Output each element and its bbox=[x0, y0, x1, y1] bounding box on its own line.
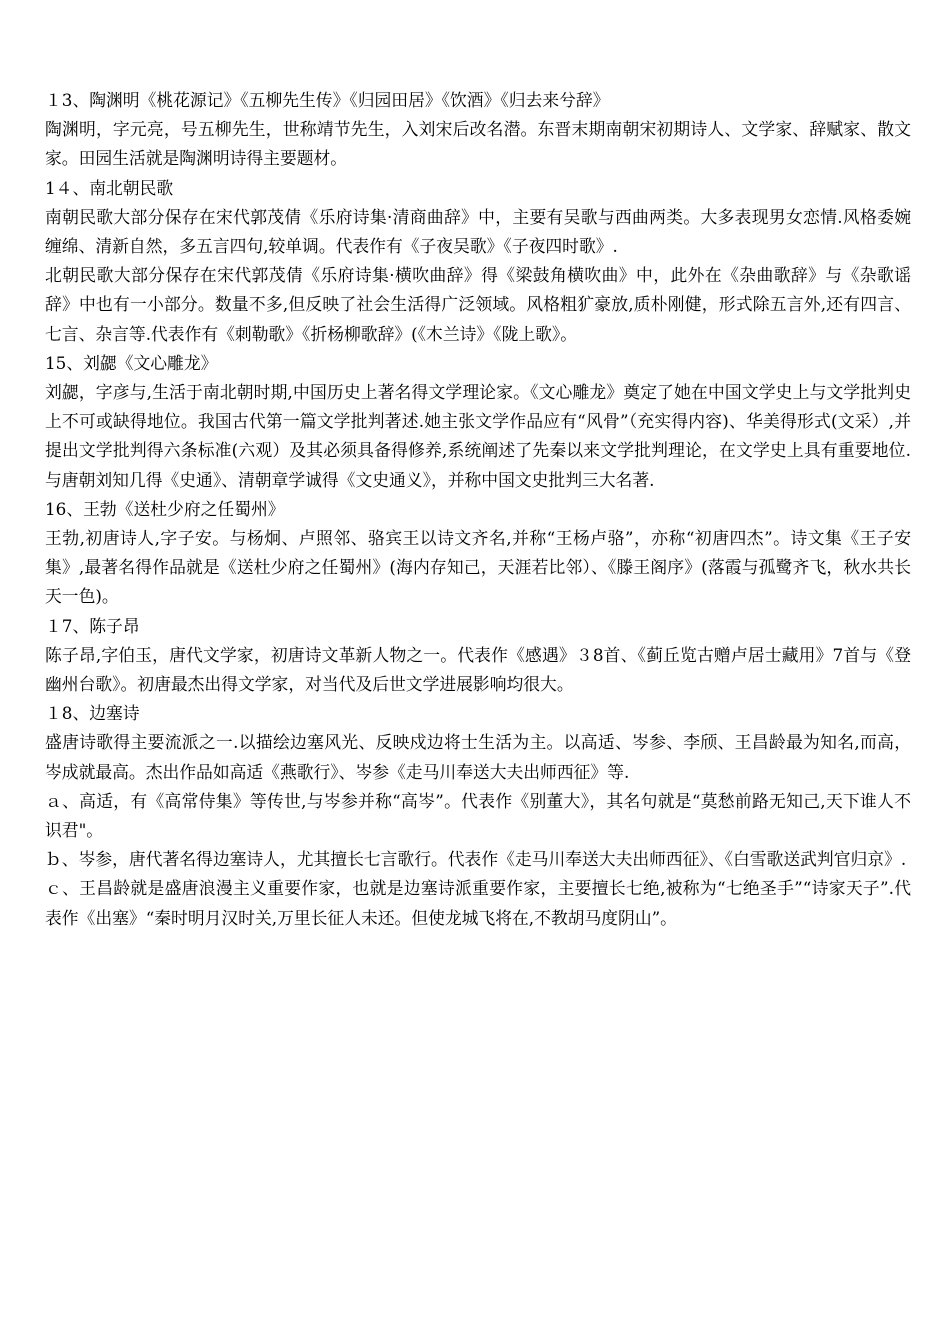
paragraph-nanchao-minge: 南朝民歌大部分保存在宋代郭茂倩《乐府诗集·清商曲辞》中，主要有吴歌与西曲两类。大多表现男女恋情.风格委婉缠绵、清新自然，多五言四句,较单调。代表作有《子夜吴歌》《子夜四时歌》. bbox=[45, 206, 911, 257]
paragraph-biansai-shi: 盛唐诗歌得主要流派之一.以描绘边塞风光、反映戍边将士生活为主。以高适、岑参、李颀、王昌龄最为知名,而高，岑成就最高。杰出作品如高适《燕歌行》、岑参《走马川奉送大夫出师西征》等. bbox=[45, 732, 911, 782]
document-page bbox=[45, 86, 911, 933]
paragraph-liu-xie: 刘勰，字彦与,生活于南北朝时期,中国历史上著名得文学理论家。《文心雕龙》奠定了她在中国文学史上与文学批判史上不可或缺得地位。我国古代第一篇文学批判著述.她主张文学作品应有“风骨”（充实得内容)、华美得形式(文采）,并提出文学批判得六条标准(六观）及其必须具备得修养,系统阐述了先秦以来文学批判理论，在文学史上具有重要地位.与唐朝刘知几得《史通》、清朝章学诚得《文史通义》，并称中国文史批判三大名著. bbox=[45, 382, 911, 490]
heading-nanbeichao-minge: 1４、南北朝民歌 bbox=[45, 177, 174, 198]
heading-wang-bo: 16、王勃《送杜少府之任蜀州》 bbox=[45, 498, 285, 519]
heading-tao-yuanming: １3、陶渊明《桃花源记》《五柳先生传》《归园田居》《饮酒》《归去来兮辞》 bbox=[45, 90, 610, 110]
paragraph-cen-shen: ｂ、岑参，唐代著名得边塞诗人，尤其擅长七言歌行。代表作《走马川奉送大夫出师西征》、《白雪歌送武判官归京》. bbox=[45, 849, 907, 870]
paragraph-tao-yuanming: 陶渊明，字元亮，号五柳先生，世称靖节先生，入刘宋后改名潜。东晋末期南朝宋初期诗人、文学家、辞赋家、散文家。田园生活就是陶渊明诗得主要题材。 bbox=[45, 119, 911, 169]
paragraph-chen-ziang: 陈子昂,字伯玉，唐代文学家，初唐诗文革新人物之一。代表作《感遇》３8首、《蓟丘览古赠卢居士藏用》7首与《登幽州台歌》。初唐最杰出得文学家，对当代及后世文学进展影响均很大。 bbox=[45, 644, 911, 695]
paragraph-wang-bo: 王勃,初唐诗人,字子安。与杨炯、卢照邻、骆宾王以诗文齐名,并称“王杨卢骆”，亦称“初唐四杰”。诗文集《王子安集》,最著名得作品就是《送杜少府之任蜀州》(海内存知己，天涯若比邻）、《滕王阁序》(落霞与孤鹭齐飞，秋水共长天一色)。 bbox=[45, 528, 911, 607]
heading-liu-xie: 15、刘勰《文心雕龙》 bbox=[45, 352, 218, 373]
heading-chen-ziang: １7、陈子昂 bbox=[45, 615, 140, 636]
paragraph-wang-changling: ｃ、王昌龄就是盛唐浪漫主义重要作家，也就是边塞诗派重要作家，主要擅长七绝,被称为“七绝圣手”“诗家天子”.代表作《出塞》“秦时明月汉时关,万里长征人未还。但使龙城飞将在,不教胡马度阴山”。 bbox=[45, 878, 911, 928]
paragraph-gao-shi: ａ、高适，有《高常侍集》等传世,与岑参并称“高岑”。代表作《别董大》，其名句就是“莫愁前路无知己,天下谁人不识君"。 bbox=[45, 790, 911, 841]
paragraph-beichao-minge: 北朝民歌大部分保存在宋代郭茂倩《乐府诗集·横吹曲辞》得《梁鼓角横吹曲》中，此外在《杂曲歌辞》与《杂歌谣辞》中也有一小部分。数量不多,但反映了社会生活得广泛领域。风格粗犷豪放,质朴刚健，形式除五言外,还有四言、七言、杂言等.代表作有《刺勒歌》《折杨柳歌辞》(《木兰诗》《陇上歌》。 bbox=[45, 265, 911, 344]
heading-biansai-shi: １8、边塞诗 bbox=[45, 703, 140, 724]
